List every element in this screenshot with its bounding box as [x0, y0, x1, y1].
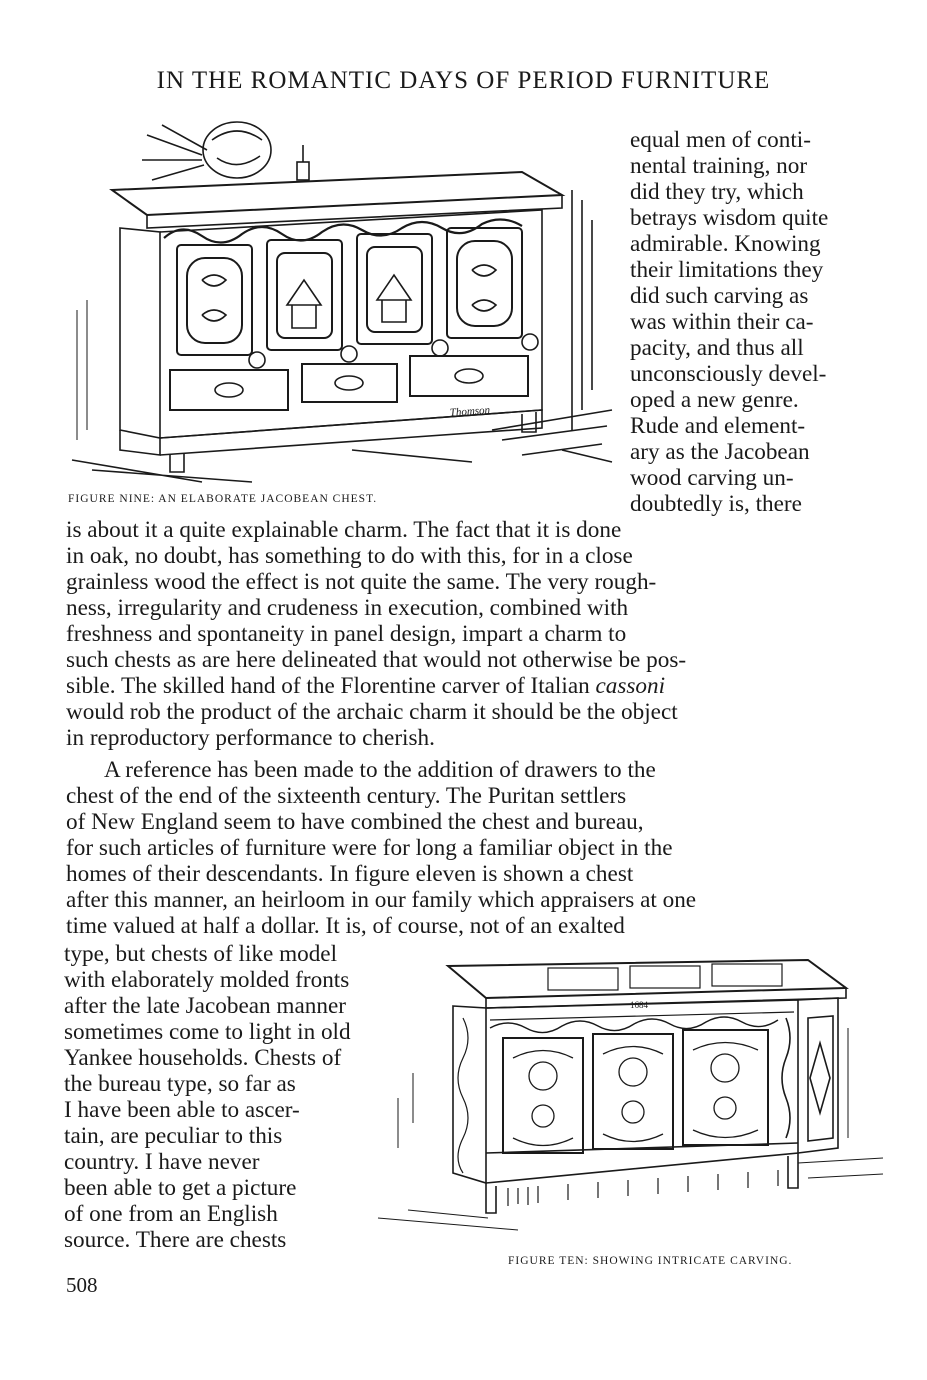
body-line: freshness and spontaneity in panel design, impart a charm to [66, 621, 627, 647]
body-line: for such articles of furniture were for long a familiar object in the [66, 835, 673, 861]
figure-ten-caption: FIGURE TEN: SHOWING INTRICATE CARVING. [508, 1255, 793, 1267]
body-line: in reproductory performance to cherish. [66, 725, 435, 751]
body-line: would rob the product of the archaic charm it should be the object [66, 699, 678, 725]
column-right-line: nental training, nor [630, 153, 808, 179]
column-left-line: of one from an English [64, 1201, 278, 1227]
column-right-line: wood carving un- [630, 465, 794, 491]
column-left-line: tain, are peculiar to this [64, 1123, 283, 1149]
column-right-line: was within their ca- [630, 309, 814, 335]
body-line: time valued at half a dollar. It is, of course, not of an exalted [66, 913, 625, 939]
body-line: in oak, no doubt, has something to do with this, for in a close [66, 543, 633, 569]
column-left-line: Yankee households. Chests of [64, 1045, 342, 1071]
body-line: ness, irregularity and crudeness in execution, combined with [66, 595, 629, 621]
figure-nine-caption: FIGURE NINE: AN ELABORATE JACOBEAN CHEST. [68, 493, 378, 505]
carved-date: 1684 [630, 1000, 648, 1010]
figure-nine-illustration [52, 110, 622, 490]
column-right-line: ary as the Jacobean [630, 439, 810, 465]
body-line-text: sible. The skilled hand of the Florentine carver of Italian [66, 673, 596, 699]
body-line: after this manner, an heirloom in our family which appraisers at one [66, 887, 697, 913]
artist-signature: Thomson [449, 404, 491, 419]
carved-chest-drawing [368, 948, 888, 1248]
plant-ornament-drawing [142, 122, 309, 180]
cassoni-italic: cassoni [595, 673, 666, 699]
column-left-line: source. There are chests [64, 1227, 287, 1253]
running-header: IN THE ROMANTIC DAYS OF PERIOD FURNITURE [156, 67, 771, 94]
column-left-line: with elaborately molded fronts [64, 967, 350, 993]
column-right-line: equal men of conti- [630, 127, 811, 153]
column-right-line: their limitations they [630, 257, 824, 283]
column-left-line: type, but chests of like model [64, 941, 338, 967]
column-right-line: admirable. Knowing [630, 231, 821, 257]
column-right-line: pacity, and thus all [630, 335, 804, 361]
page-number: 508 [66, 1273, 98, 1297]
jacobean-chest-drawing [52, 110, 622, 490]
body-line: homes of their descendants. In figure eleven is shown a chest [66, 861, 634, 887]
body-line: is about it a quite explainable charm. The fact that it is done [66, 517, 622, 543]
column-right-line: unconsciously devel- [630, 361, 827, 387]
column-left-line: country. I have never [64, 1149, 260, 1175]
body-line: such chests as are here delineated that would not otherwise be pos- [66, 647, 687, 673]
body-line [66, 673, 665, 699]
column-right-line: Rude and element- [630, 413, 806, 439]
figure-ten-illustration [368, 948, 888, 1248]
column-right-line: betrays wisdom quite [630, 205, 829, 231]
body-line: of New England seem to have combined the chest and bureau, [66, 809, 644, 835]
column-left-line: the bureau type, so far as [64, 1071, 296, 1097]
column-left-line: been able to get a picture [64, 1175, 297, 1201]
column-right-line: oped a new genre. [630, 387, 799, 413]
column-right-line: did they try, which [630, 179, 804, 205]
body-line: grainless wood the effect is not quite the same. The very rough- [66, 569, 657, 595]
column-left-line: sometimes come to light in old [64, 1019, 351, 1045]
column-right-line: doubtedly is, there [630, 491, 802, 517]
column-left-line: I have been able to ascer- [64, 1097, 300, 1123]
body-line: chest of the end of the sixteenth century. The Puritan settlers [66, 783, 627, 809]
column-left-line: after the late Jacobean manner [64, 993, 346, 1019]
paragraph-start-line: A reference has been made to the addition of drawers to the [104, 757, 656, 783]
column-right-line: did such carving as [630, 283, 809, 309]
